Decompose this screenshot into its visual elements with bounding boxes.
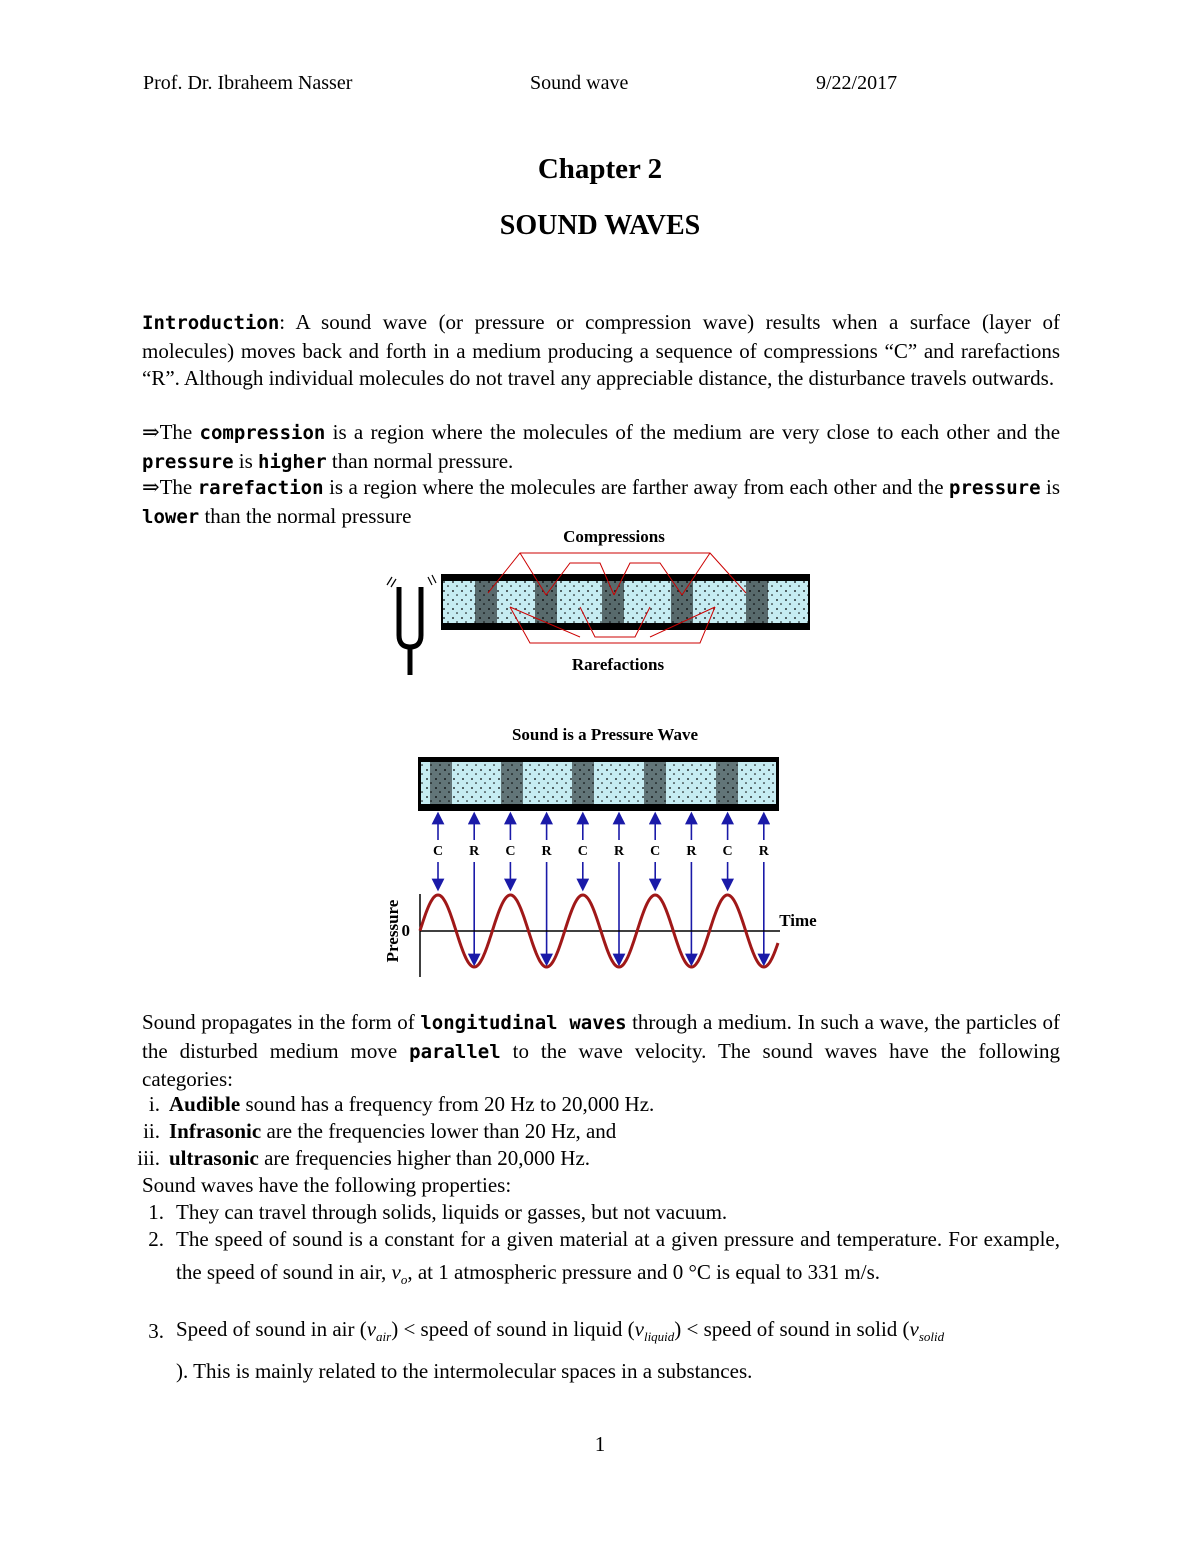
list-number: iii. (137, 1146, 160, 1170)
rarefaction-marker-label: R (758, 844, 769, 859)
page-title: SOUND WAVES (499, 210, 701, 241)
parallel-term: parallel (409, 1040, 501, 1063)
intro-label: Introduction (142, 312, 280, 334)
list-text: are frequencies higher than 20,000 Hz. (264, 1146, 591, 1170)
compression-term: compression (199, 422, 326, 444)
tuning-fork-icon (399, 587, 421, 675)
ultrasonic-term: ultrasonic (169, 1146, 259, 1170)
pressure-term: pressure (142, 450, 234, 473)
rarefaction-marker-label: R (469, 844, 480, 859)
property-3-part-b: ) < speed of sound in liquid ( (391, 1317, 635, 1341)
properties-intro: Sound waves have the following properties: (142, 1173, 512, 1197)
implies-arrow: ⇒The (142, 420, 193, 444)
compression-text-end: than normal pressure. (331, 448, 514, 473)
cr-markers (433, 818, 770, 960)
list-text: are the frequencies lower than 20 Hz, and (266, 1119, 617, 1143)
compression-marker-label: C (432, 844, 444, 859)
longitudinal-term: longitudinal waves (420, 1012, 627, 1034)
rarefaction-text-end: than the normal pressure (204, 503, 412, 528)
zero-label: 0 (401, 921, 410, 940)
compression-marker-label: C (577, 844, 588, 859)
property-2-text (176, 1223, 1060, 1296)
pressure-axis-label: Pressure (383, 899, 402, 963)
implies-arrow: ⇒The (142, 475, 193, 499)
velocity-subscript: o (400, 1272, 408, 1288)
property-2-part-a: The speed of sound is a constant for a given material at a given pressure and temperature. For example, the speed of sound in air, (176, 1227, 1060, 1284)
compression-marker-label: C (505, 844, 516, 859)
tuning-fork-figure (370, 525, 830, 680)
rarefaction-text: is a region where the molecules are farther away from each other and the (329, 475, 944, 499)
rarefaction-is: is (1046, 475, 1061, 499)
lower-term: lower (142, 505, 200, 528)
velocity-symbol: v (634, 1317, 644, 1341)
property-3-part-d: ). This is mainly related to the intermolecular spaces in a substances. (176, 1359, 753, 1384)
rarefaction-marker-label: R (686, 844, 697, 859)
propagation-paragraph (142, 1009, 1060, 1094)
propagation-text-3: to the wave velocity. The sound waves have the following categories: (142, 1038, 1061, 1091)
list-number: ii. (143, 1119, 160, 1143)
header-topic: Sound wave (530, 72, 629, 94)
propagation-text-1: Sound propagates in the form of (142, 1010, 415, 1034)
rarefaction-term: rarefaction (197, 477, 324, 499)
pressure-term: pressure (949, 477, 1041, 499)
list-number: 3. (148, 1319, 164, 1343)
compressions-label: Compressions (563, 527, 665, 546)
propagation-text-2: through a medium. In such a wave, the particles of the disturbed medium move (142, 1010, 1060, 1063)
velocity-symbol: v (909, 1317, 919, 1341)
list-number: i. (148, 1092, 160, 1116)
compression-is: is (238, 448, 253, 473)
rarefaction-paragraph (142, 474, 1060, 531)
liquid-subscript: liquid (643, 1329, 675, 1345)
figure-title: Sound is a Pressure Wave (511, 725, 699, 744)
header-author: Prof. Dr. Ibraheem Nasser (143, 72, 353, 94)
list-text: sound has a frequency from 20 Hz to 20,000 Hz. (245, 1092, 655, 1116)
vibration-marks (387, 575, 436, 587)
header-date: 9/22/2017 (816, 72, 898, 94)
property-3-text (176, 1312, 1060, 1388)
air-subscript: air (376, 1329, 392, 1345)
compression-marker-label: C (722, 844, 733, 859)
infrasonic-term: Infrasonic (169, 1119, 262, 1143)
rarefaction-marker-label: R (541, 844, 552, 859)
intro-paragraph (142, 309, 1060, 393)
time-label: Time (779, 911, 817, 930)
audible-term: Audible (169, 1092, 241, 1116)
chapter-heading: Chapter 2 (537, 153, 663, 185)
solid-subscript: solid (918, 1329, 945, 1345)
rarefaction-marker-label: R (613, 844, 625, 859)
list-number: 1. (148, 1200, 164, 1224)
velocity-symbol: v (366, 1317, 377, 1341)
property-2-part-b: , at 1 atmospheric pressure and 0 °C is equal to 331 m/s. (407, 1260, 881, 1284)
higher-term: higher (258, 450, 327, 473)
compression-marker-label: C (650, 844, 661, 859)
property-1-text: They can travel through solids, liquids or gasses, but not vacuum. (176, 1200, 728, 1224)
velocity-symbol: v (391, 1260, 401, 1284)
list-number: 2. (148, 1227, 164, 1251)
rarefactions-label: Rarefactions (571, 655, 665, 674)
page-number: 1 (594, 1432, 606, 1456)
property-3-part-c: ) < speed of sound in solid ( (674, 1317, 910, 1341)
compression-text: is a region where the molecules of the medium are very close to each other and the (332, 420, 1061, 444)
intro-text: : A sound wave (or pressure or compression wave) results when a surface (layer of molecules) moves back and forth in a medium producing a sequence of compressions “C” and rarefactions “R”. Although individual molecules do not travel any appreciable distance, the disturbance travels outwards. (142, 310, 1060, 390)
property-3-part-a: Speed of sound in air ( (176, 1317, 367, 1341)
compression-paragraph (142, 419, 1060, 476)
pressure-wave-figure (380, 722, 830, 984)
